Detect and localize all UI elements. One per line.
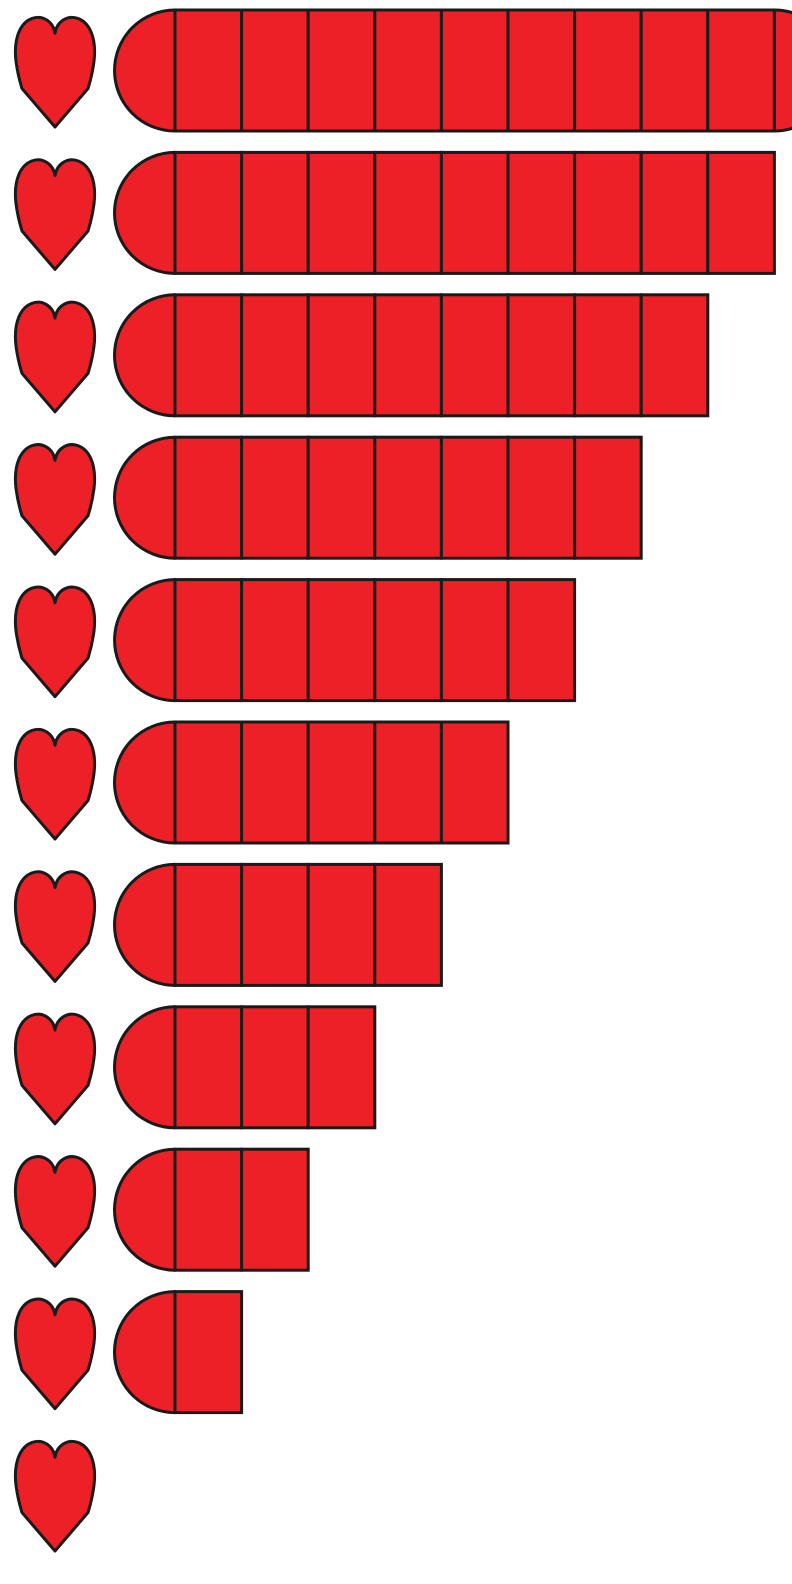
bar-segment (708, 10, 775, 131)
bar-segment (242, 580, 309, 701)
bar-segment (375, 437, 442, 558)
health-row (15, 722, 508, 843)
bar-segment (508, 10, 575, 131)
bar-segment (242, 152, 309, 273)
bar-segment (175, 864, 242, 985)
bar-segment (242, 437, 309, 558)
bar-left-cap (114, 1292, 175, 1413)
bar-segment (308, 437, 375, 558)
health-row (15, 864, 441, 985)
heart-icon (15, 1441, 94, 1551)
bar-segment (441, 722, 508, 843)
bar-segment (441, 152, 508, 273)
health-row (15, 152, 774, 273)
bar-segment (441, 295, 508, 416)
bar-segment (242, 722, 309, 843)
bar-segment (308, 864, 375, 985)
bar-segment (308, 10, 375, 131)
health-row (15, 1292, 241, 1413)
bar-segment (708, 152, 775, 273)
bar-left-cap (114, 1149, 175, 1270)
bar-segment (175, 1149, 242, 1270)
bar-segment (375, 10, 442, 131)
bar-segment (641, 152, 708, 273)
bar-segment (242, 1149, 309, 1270)
heart-icon (15, 729, 94, 839)
bar-segment (175, 580, 242, 701)
bar-segment (308, 295, 375, 416)
heart-icon (15, 872, 94, 982)
bar-segment (308, 152, 375, 273)
bar-segment (175, 152, 242, 273)
bar-segment (175, 295, 242, 416)
bar-segment (175, 10, 242, 131)
bar-segment (308, 580, 375, 701)
health-row (15, 580, 574, 701)
health-row (15, 437, 641, 558)
bar-segment (308, 1007, 375, 1128)
bar-segment (575, 10, 642, 131)
health-row (15, 295, 707, 416)
bar-segment (175, 1007, 242, 1128)
bar-segment (575, 437, 642, 558)
bar-segment (175, 1292, 242, 1413)
bar-segment (575, 152, 642, 273)
bar-left-cap (115, 10, 175, 131)
health-row (15, 10, 792, 131)
bar-left-cap (114, 1007, 175, 1128)
bar-segment (242, 295, 309, 416)
bar-segment (308, 722, 375, 843)
bar-segment (508, 295, 575, 416)
heart-icon (15, 302, 94, 412)
bar-segment (441, 10, 508, 131)
bar-segment (175, 437, 242, 558)
bar-segment (508, 437, 575, 558)
bar-left-cap (114, 864, 175, 985)
health-row (15, 1149, 308, 1270)
heart-icon (15, 160, 94, 270)
bar-segment (441, 580, 508, 701)
heart-icon (15, 1014, 94, 1124)
bar-segment (441, 437, 508, 558)
bar-left-cap (114, 722, 175, 843)
health-row (15, 1441, 94, 1551)
bar-segment (375, 295, 442, 416)
bar-segment (375, 864, 442, 985)
bar-left-cap (115, 580, 175, 701)
bar-left-cap (114, 437, 175, 558)
bar-segment (375, 152, 442, 273)
bar-left-cap (114, 152, 175, 273)
bar-right-cap (774, 10, 792, 131)
bar-segment (575, 295, 642, 416)
health-row (15, 1007, 374, 1128)
bar-segment (242, 1007, 309, 1128)
bar-segment (641, 295, 708, 416)
heart-icon (15, 1299, 94, 1409)
heart-icon (15, 445, 94, 555)
bar-segment (508, 152, 575, 273)
bar-segment (508, 580, 575, 701)
bar-segment (175, 722, 242, 843)
bar-left-cap (114, 295, 175, 416)
bar-segment (641, 10, 708, 131)
heart-icon (15, 587, 94, 697)
bar-segment (375, 722, 442, 843)
bar-segment (375, 580, 442, 701)
bar-segment (242, 864, 309, 985)
heart-icon (15, 17, 94, 127)
heart-icon (15, 1157, 94, 1267)
bar-segment (242, 10, 309, 131)
